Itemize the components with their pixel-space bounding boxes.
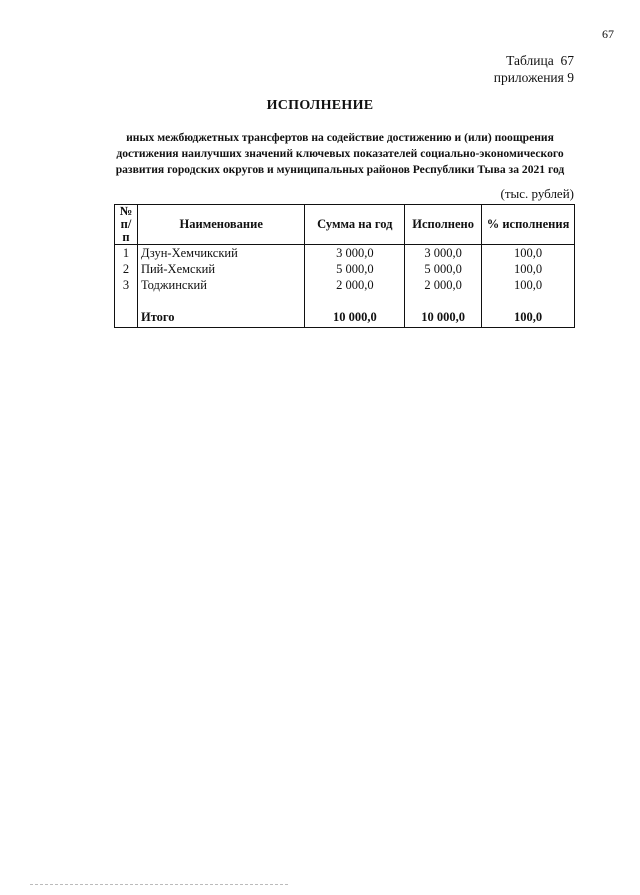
header-num: [115, 205, 138, 245]
row-percent: 100,0: [482, 277, 575, 293]
row-executed: 2 000,0: [405, 277, 482, 293]
total-row: [115, 307, 575, 328]
row-num: 1: [115, 245, 138, 262]
total-label: Итого: [137, 307, 305, 328]
header-year-sum: Сумма на год: [305, 205, 405, 245]
row-num: 3: [115, 277, 138, 293]
total-executed: 10 000,0: [405, 307, 482, 328]
spacer-cell: [115, 293, 138, 307]
units-note: (тыс. рублей): [500, 186, 574, 201]
row-name: Тоджинский: [137, 277, 305, 293]
total-year-sum: 10 000,0: [305, 307, 405, 328]
row-year-sum: 3 000,0: [305, 245, 405, 262]
row-executed: 3 000,0: [405, 245, 482, 262]
table-reference: [494, 52, 574, 86]
spacer-cell: [137, 293, 305, 307]
table-header-row: [115, 205, 575, 245]
header-percent: % исполнения: [482, 205, 575, 245]
document-subtitle: иных межбюджетных трансфертов на содействие достижению и (или) поощрения достижения наилучших значений ключевых показателей социально-экономического развития городских округов и муниципальных районов Республики Тыва за 2021 год: [115, 131, 565, 176]
row-executed: 5 000,0: [405, 261, 482, 277]
footer-divider: [30, 884, 288, 885]
row-year-sum: 5 000,0: [305, 261, 405, 277]
row-name: Дзун-Хемчикский: [137, 245, 305, 262]
spacer-cell: [482, 293, 575, 307]
header-name: Наименование: [137, 205, 305, 245]
document-title: ИСПОЛНЕНИЕ: [266, 98, 374, 113]
row-name: Пий-Хемский: [137, 261, 305, 277]
row-percent: 100,0: [482, 245, 575, 262]
header-executed: Исполнено: [405, 205, 482, 245]
execution-table: [114, 204, 575, 328]
table-row: [115, 277, 575, 293]
total-percent: 100,0: [482, 307, 575, 328]
row-num: 2: [115, 261, 138, 277]
total-num: [115, 307, 138, 328]
spacer-row: [115, 293, 575, 307]
table-ref-line1: Таблица 67: [506, 53, 574, 68]
table-ref-line2: приложения 9: [493, 70, 574, 85]
header-num-line1: №: [119, 204, 133, 218]
table-row: [115, 261, 575, 277]
spacer-cell: [305, 293, 405, 307]
page-number: 67: [602, 27, 614, 41]
spacer-cell: [405, 293, 482, 307]
header-num-line2: п/п: [120, 217, 132, 244]
row-year-sum: 2 000,0: [305, 277, 405, 293]
table-row: [115, 245, 575, 262]
row-percent: 100,0: [482, 261, 575, 277]
